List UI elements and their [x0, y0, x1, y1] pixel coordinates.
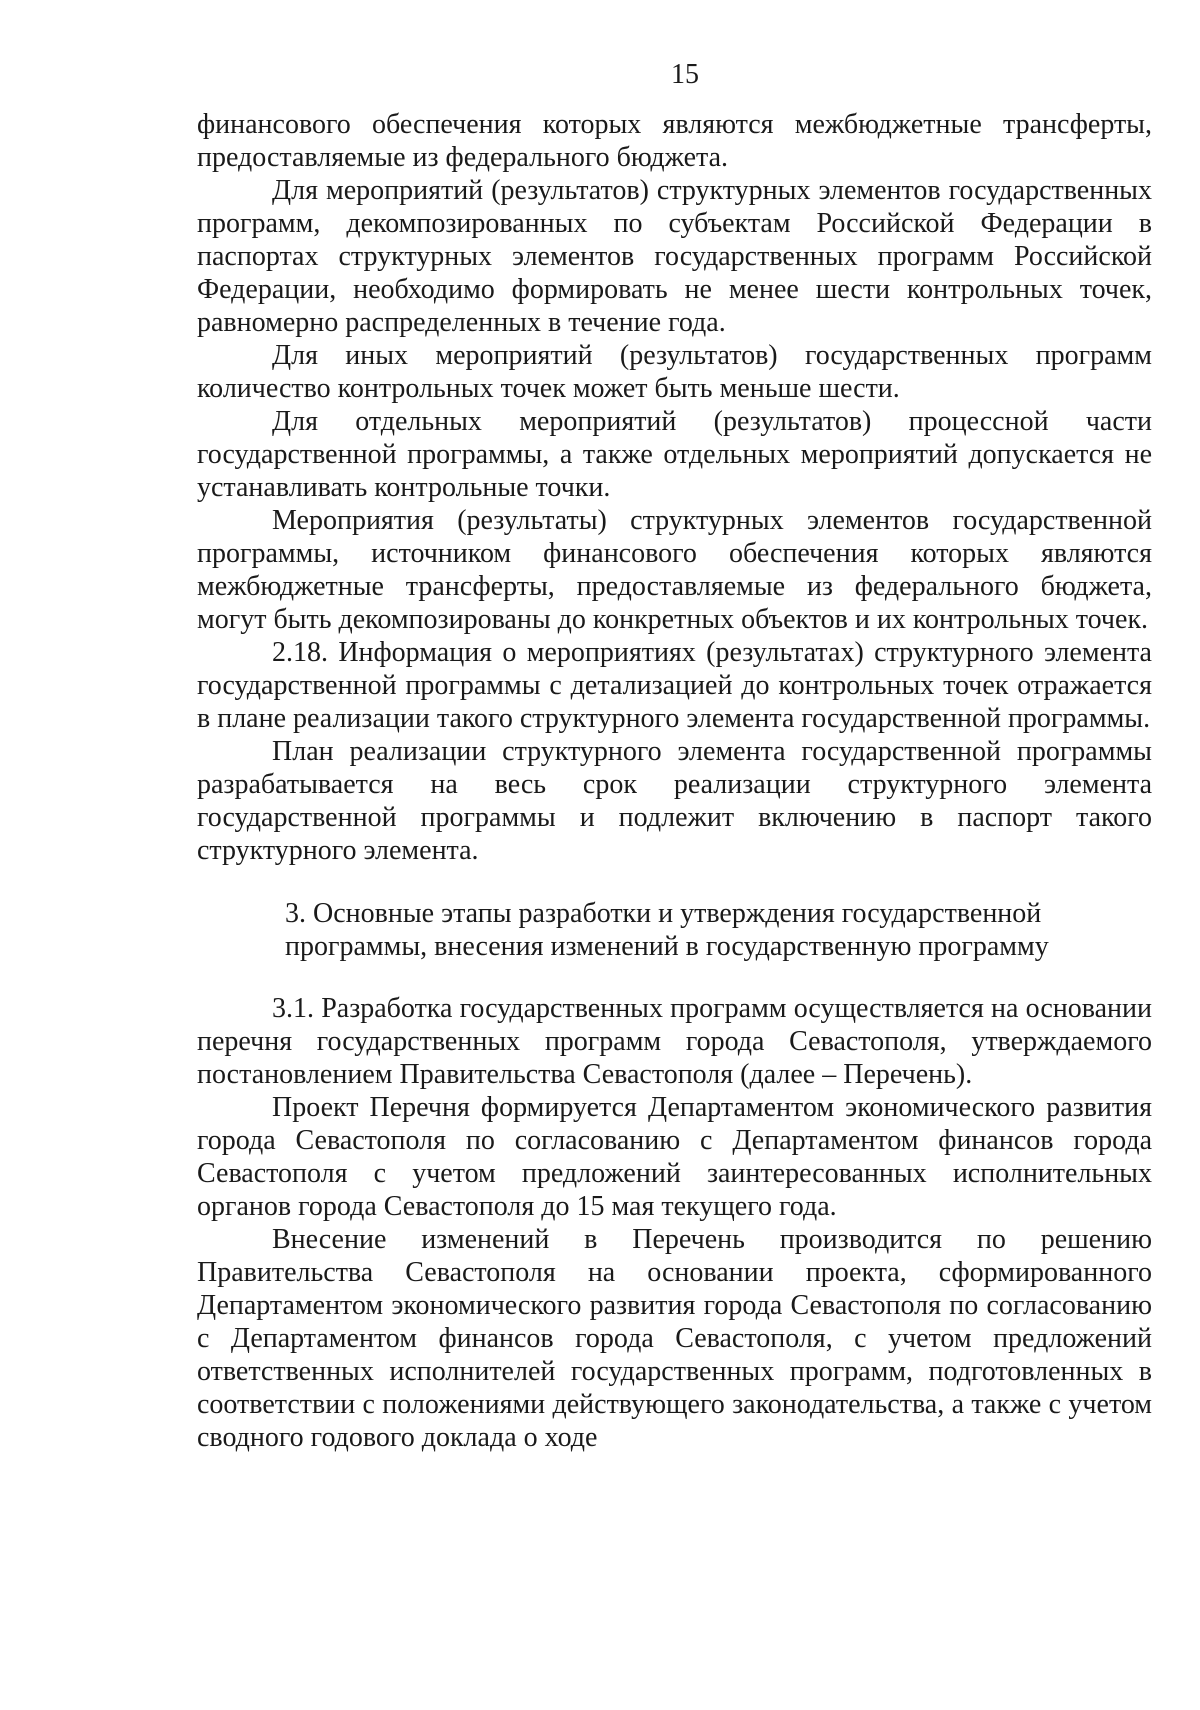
paragraph: Для отдельных мероприятий (результатов) процессной части государственной программы, а также отдельных мероприятий допускается не устанавливать контрольные точки.: [197, 406, 1152, 503]
section-heading-line: 3. Основные этапы разработки и утверждения государственной: [285, 898, 1042, 929]
paragraph-2-18: 2.18. Информация о мероприятиях (результатах) структурного элемента государственной программы с детализацией до контрольных точек отражается в плане реализации такого структурного элемента государственной программы.: [197, 637, 1152, 734]
paragraph: Для мероприятий (результатов) структурных элементов государственных программ, декомпозированных по субъектам Российской Федерации в паспортах структурных элементов государственных программ Российской Федерации, необходимо формировать не менее шести контрольных точек, равномерно распределенных в течение года.: [197, 175, 1152, 338]
section-3-heading: [197, 897, 1105, 963]
document-body: [197, 108, 1152, 1454]
page-number: 15: [671, 59, 699, 90]
paragraph-continuation: финансового обеспечения которых являются межбюджетные трансферты, предоставляемые из федерального бюджета.: [197, 109, 1152, 173]
paragraph: Внесение изменений в Перечень производится по решению Правительства Севастополя на основании проекта, сформированного Департаментом экономического развития города Севастополя по согласованию с Департаментом финансов города Севастополя, с учетом предложений ответственных исполнителей государственных программ, подготовленных в соответствии с положениями действующего законодательства, а также с учетом сводного годового доклада о ходе: [197, 1224, 1152, 1453]
section-heading-line: программы, внесения изменений в государственную программу: [285, 931, 1049, 962]
paragraph: План реализации структурного элемента государственной программы разрабатывается на весь срок реализации структурного элемента государственной программы и подлежит включению в паспорт такого структурного элемента.: [197, 736, 1152, 866]
paragraph: Мероприятия (результаты) структурных элементов государственной программы, источником финансового обеспечения которых являются межбюджетные трансферты, предоставляемые из федерального бюджета, могут быть декомпозированы до конкретных объектов и их контрольных точек.: [197, 505, 1152, 635]
paragraph: Проект Перечня формируется Департаментом экономического развития города Севастополя по согласованию с Департаментом финансов города Севастополя с учетом предложений заинтересованных исполнительных органов города Севастополя до 15 мая текущего года.: [197, 1092, 1152, 1222]
paragraph-3-1: 3.1. Разработка государственных программ осуществляется на основании перечня государственных программ города Севастополя, утверждаемого постановлением Правительства Севастополя (далее – Перечень).: [197, 993, 1152, 1090]
paragraph: Для иных мероприятий (результатов) государственных программ количество контрольных точек может быть меньше шести.: [197, 340, 1152, 404]
